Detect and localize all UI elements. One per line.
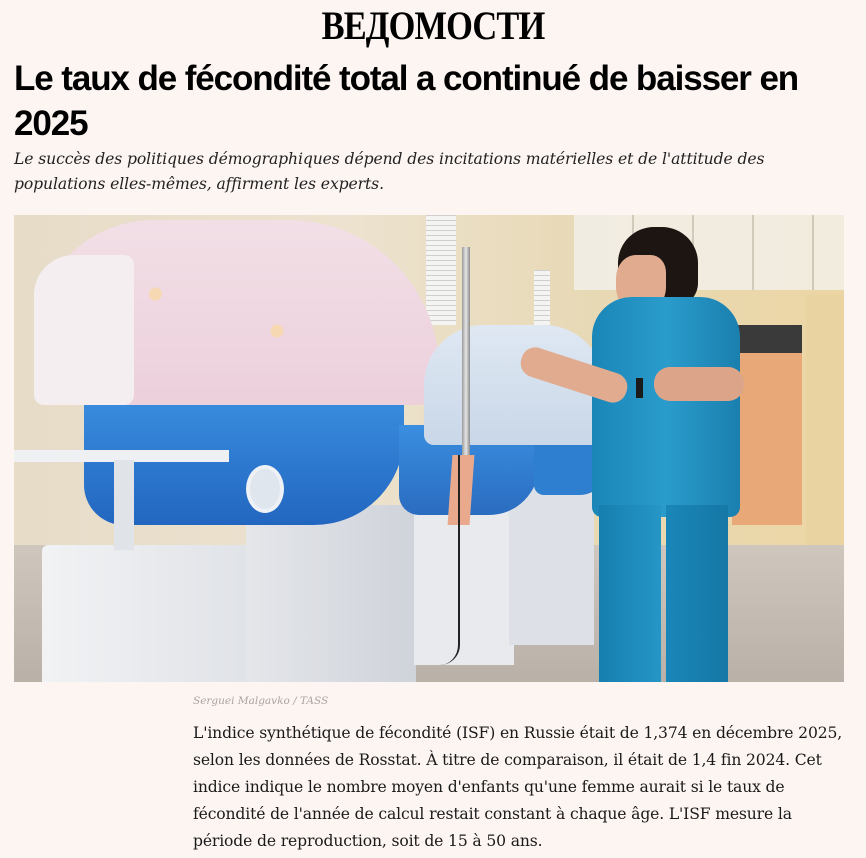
article-headline: Le taux de fécondité total a continué de baisser en 2025 (14, 59, 799, 143)
photo-credit: Serguei Malgavko / TASS (193, 695, 329, 707)
article-photo (14, 215, 844, 682)
masthead-logo[interactable]: ВЕДОМОСТИ (321, 3, 545, 48)
article-subtitle: Le succès des politiques démographiques dépend des incitations matérielles et de l'attitude des populations elles-mêmes, affirment les experts. (14, 150, 765, 193)
article-body-paragraph: L'indice synthétique de fécondité (ISF) en Russie était de 1,374 en décembre 2025, selon les données de Rosstat. À titre de comparaison, il était de 1,4 fin 2024. Cet indice indique le nombre moyen d'enfants qu'une femme aurait si le taux de fécondité de l'année de calcul restait constant à chaque âge. L'ISF mesure la période de reproduction, soit de 15 à 50 ans. (193, 724, 843, 850)
